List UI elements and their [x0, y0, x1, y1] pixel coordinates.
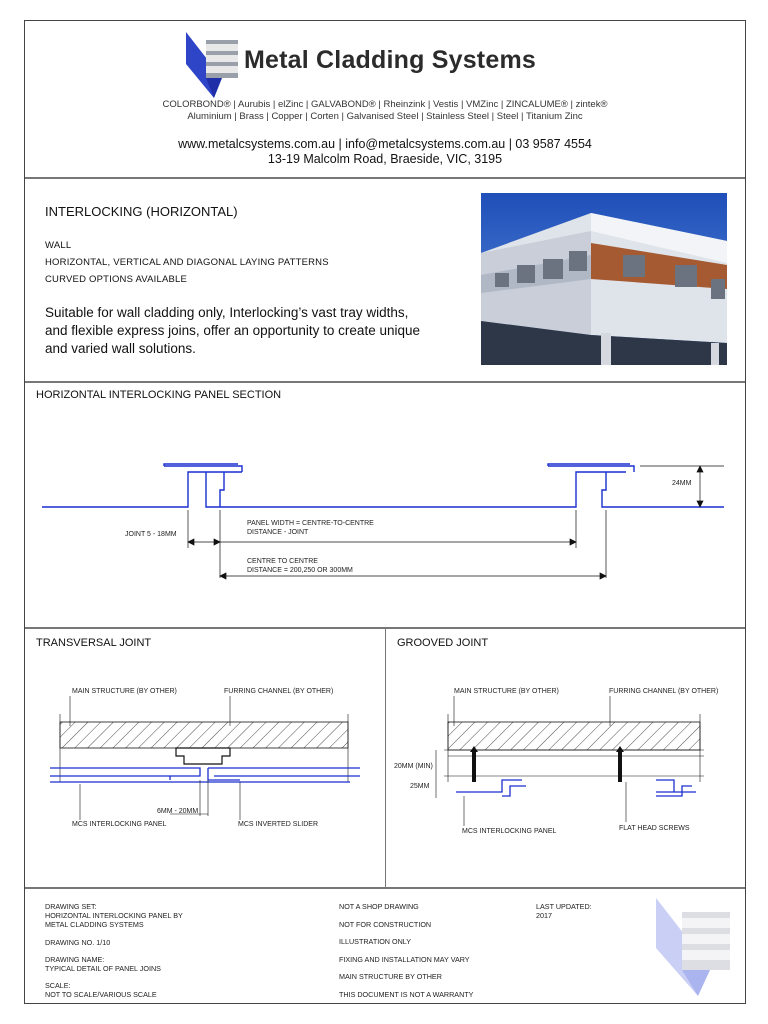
dim-centre: DISTANCE = 200,250 OR 300MM	[247, 567, 353, 574]
building-photo	[481, 193, 727, 365]
note: ILLUSTRATION ONLY	[339, 937, 412, 946]
drawing-set-label: DRAWING SET:	[45, 902, 97, 911]
label-furring: FURRING CHANNEL (BY OTHER)	[609, 688, 719, 695]
label-main-structure: MAIN STRUCTURE (BY OTHER)	[72, 688, 177, 695]
brand-logo-icon	[184, 30, 240, 100]
note: FIXING AND INSTALLATION MAY VARY	[339, 955, 470, 964]
label-panel: MCS INTERLOCKING PANEL	[72, 821, 167, 828]
section-title: TRANSVERSAL JOINT	[36, 637, 152, 649]
divider	[25, 887, 745, 889]
dim-centre: CENTRE TO CENTRE	[247, 558, 318, 565]
drawing-name-label: DRAWING NAME:	[45, 955, 105, 964]
drawing-set: METAL CLADDING SYSTEMS	[45, 920, 144, 929]
drawing-name: TYPICAL DETAIL OF PANEL JOINS	[45, 964, 161, 973]
address-line: 13-19 Malcolm Road, Braeside, VIC, 3195	[267, 152, 503, 166]
grooved-joint-drawing	[386, 696, 726, 826]
dim-panel-width: DISTANCE - JOINT	[247, 529, 309, 536]
updated-label: LAST UPDATED:	[536, 902, 592, 911]
spec-item: WALL	[45, 240, 72, 251]
description: and flexible express joins, offer an opportunity to create unique	[45, 323, 420, 338]
label-slider: MCS INVERTED SLIDER	[238, 821, 318, 828]
brand-name: Metal Cladding Systems	[244, 46, 536, 74]
note: NOT A SHOP DRAWING	[339, 902, 419, 911]
panel-section-drawing	[24, 440, 746, 600]
divider	[25, 177, 745, 179]
spec-item: CURVED OPTIONS AVAILABLE	[45, 274, 188, 285]
dim-joint: JOINT 5 - 18MM	[125, 531, 177, 538]
transversal-joint-drawing	[50, 696, 360, 826]
divider	[25, 381, 745, 383]
dim-25mm: 25MM	[410, 783, 430, 790]
note: NOT FOR CONSTRUCTION	[339, 920, 432, 929]
note: THIS DOCUMENT IS NOT A WARRANTY	[339, 990, 474, 999]
section-title: GROOVED JOINT	[397, 637, 489, 649]
brand-logo-icon	[652, 896, 734, 1000]
drawing-set: HORIZONTAL INTERLOCKING PANEL BY	[45, 911, 183, 920]
scale-label: SCALE:	[45, 981, 71, 990]
updated: 2017	[536, 911, 552, 920]
materials-line: COLORBOND® | Aurubis | elZinc | GALVABOND® | Rheinzink | Vestis | VMZinc | ZINCALUME® | zintek®	[162, 99, 608, 110]
label-screws: FLAT HEAD SCREWS	[619, 825, 690, 832]
drawing-no: DRAWING NO. 1/10	[45, 938, 111, 947]
materials-line: Aluminium | Brass | Copper | Corten | Galvanised Steel | Stainless Steel | Steel | Titanium Zinc	[187, 111, 583, 122]
dim-24: 24MM	[672, 480, 692, 487]
scale: NOT TO SCALE/VARIOUS SCALE	[45, 990, 157, 999]
description: Suitable for wall cladding only, Interlocking’s vast tray widths,	[45, 305, 409, 320]
label-panel: MCS INTERLOCKING PANEL	[462, 828, 557, 835]
dim-gap: 6MM - 20MM	[157, 808, 199, 815]
section-title: HORIZONTAL INTERLOCKING PANEL SECTION	[36, 389, 282, 401]
dim-panel-width: PANEL WIDTH = CENTRE-TO-CENTRE	[247, 520, 374, 527]
description: and varied wall solutions.	[45, 341, 196, 356]
dim-20mm: 20MM (MIN)	[394, 763, 433, 770]
note: MAIN STRUCTURE BY OTHER	[339, 972, 442, 981]
contact-line[interactable]: www.metalcsystems.com.au | info@metalcsystems.com.au | 03 9587 4554	[178, 137, 592, 151]
label-furring: FURRING CHANNEL (BY OTHER)	[224, 688, 334, 695]
spec-item: HORIZONTAL, VERTICAL AND DIAGONAL LAYING PATTERNS	[45, 257, 329, 268]
product-title: INTERLOCKING (HORIZONTAL)	[45, 204, 238, 219]
label-main-structure: MAIN STRUCTURE (BY OTHER)	[454, 688, 559, 695]
